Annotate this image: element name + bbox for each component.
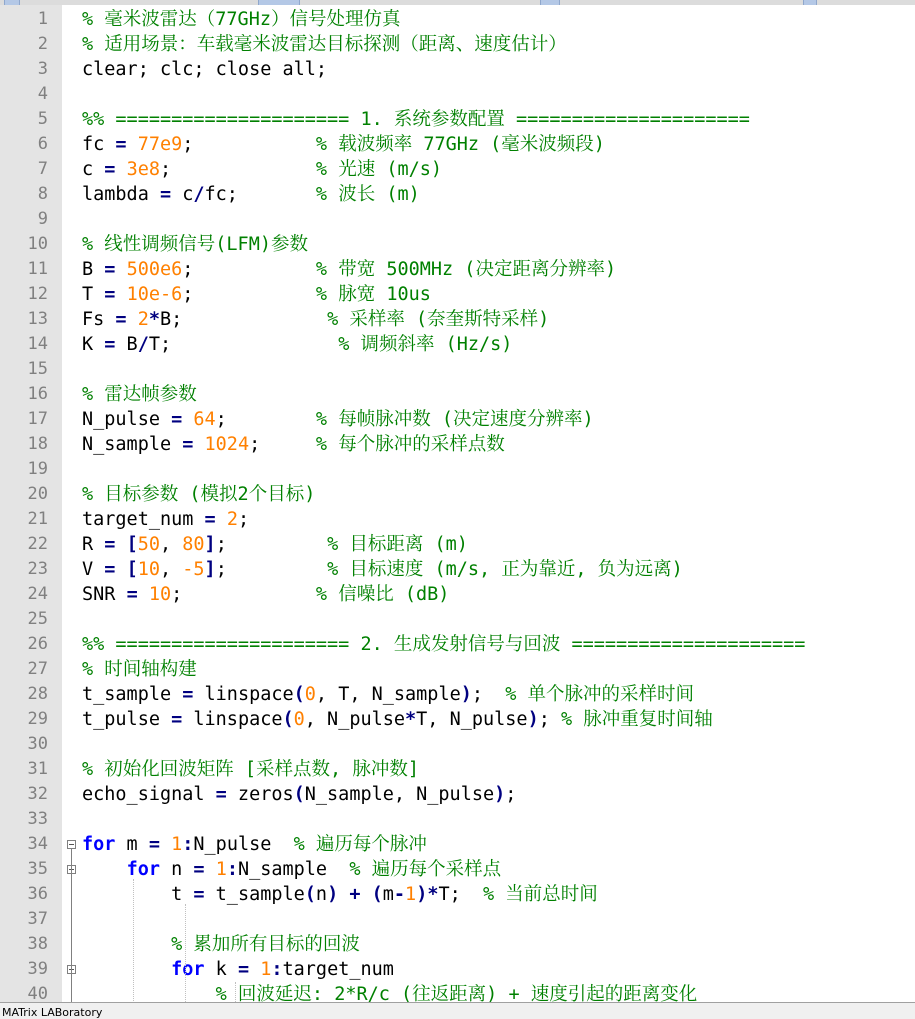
code-content [82, 857, 501, 882]
code-comment: % 每帧脉冲数 (决定速度分辨率) [315, 409, 594, 430]
indent-guide [185, 904, 186, 1002]
code-content [82, 532, 468, 557]
code-comment: % 当前总时间 [483, 884, 598, 905]
code-text: c [171, 184, 194, 205]
line-number: 14 [27, 334, 48, 354]
code-operator: * [148, 309, 160, 330]
code-number: -5 [182, 559, 205, 580]
line-number: 38 [27, 934, 48, 954]
line-number: 18 [27, 434, 48, 454]
code-line[interactable] [0, 207, 915, 232]
code-text: T, N_pulse [416, 709, 528, 730]
line-number: 8 [37, 184, 48, 204]
code-text: N_pulse [193, 834, 294, 855]
code-content [82, 882, 598, 907]
code-operator: ) [416, 884, 428, 905]
code-text: ; [215, 559, 328, 580]
code-operator: = [115, 309, 127, 330]
code-text: N_sample, N_pulse [304, 784, 495, 805]
code-comment: % 累加所有目标的回波 [171, 934, 360, 955]
code-text: T [82, 284, 105, 305]
code-text: lambda [82, 184, 160, 205]
code-number: 1 [405, 884, 417, 905]
code-text: ; [182, 134, 316, 155]
code-number: 3e8 [126, 159, 160, 180]
code-operator: = [182, 434, 194, 455]
code-operator: ) [460, 684, 472, 705]
code-operator: = [171, 709, 183, 730]
code-text: fc; [204, 184, 316, 205]
code-line[interactable] [0, 632, 915, 657]
code-operator: = [159, 184, 172, 205]
code-text: m [382, 884, 394, 905]
code-operator: = [104, 159, 116, 180]
code-operator: = [193, 859, 205, 880]
code-line[interactable] [0, 782, 915, 807]
code-line[interactable] [0, 82, 915, 107]
code-line[interactable] [0, 807, 915, 832]
line-number: 10 [27, 234, 48, 254]
code-number: 77e9 [137, 134, 183, 155]
code-line[interactable] [0, 457, 915, 482]
code-text [115, 559, 126, 580]
code-content [82, 632, 805, 657]
code-text: B; [159, 309, 328, 330]
code-editor[interactable] [0, 5, 915, 1002]
code-comment: % 目标参数 (模拟2个目标) [82, 484, 316, 505]
code-text: N_sample [237, 859, 350, 880]
code-content [82, 382, 197, 407]
code-comment: % 载波频率 77GHz (毫米波频段) [315, 134, 605, 155]
code-line[interactable] [0, 182, 915, 207]
code-text: R [82, 534, 105, 555]
code-keyword: for [171, 959, 205, 980]
code-content [82, 232, 308, 257]
line-number: 9 [37, 209, 48, 229]
line-number: 21 [27, 509, 48, 529]
code-keyword: for [126, 859, 160, 880]
code-comment: % 目标距离 (m) [327, 534, 468, 555]
code-line[interactable] [0, 332, 915, 357]
code-text: ; [159, 159, 316, 180]
code-operator: = [204, 509, 216, 530]
code-operator: ( [304, 884, 316, 905]
code-text [127, 309, 138, 330]
code-content [82, 407, 594, 432]
code-number: 2 [226, 509, 238, 530]
code-content [82, 782, 516, 807]
line-number: 37 [27, 909, 48, 929]
code-line[interactable] [0, 282, 915, 307]
code-text: K [82, 334, 105, 355]
line-number: 36 [27, 884, 48, 904]
code-comment: % 采样率 (奈奎斯特采样) [327, 309, 550, 330]
code-text: Fs [82, 309, 116, 330]
code-content [82, 982, 697, 1002]
code-text: ; [182, 284, 316, 305]
code-operator: ( [371, 884, 383, 905]
code-text: n [159, 859, 194, 880]
code-text: zeros [226, 784, 294, 805]
code-line[interactable] [0, 482, 915, 507]
code-content [82, 682, 694, 707]
code-line[interactable] [0, 157, 915, 182]
code-content [82, 657, 197, 682]
line-number: 12 [27, 284, 48, 304]
code-comment: % 目标速度 (m/s, 正为靠近, 负为远离) [327, 559, 683, 580]
code-text [115, 259, 126, 280]
line-number: 28 [27, 684, 48, 704]
line-number: 2 [37, 34, 48, 54]
code-text: k [204, 959, 238, 980]
code-line[interactable] [0, 7, 915, 32]
code-number: 0 [293, 709, 305, 730]
code-text: echo_signal [82, 784, 216, 805]
code-operator: = [215, 784, 227, 805]
code-text: target_num [282, 959, 394, 980]
code-content [82, 132, 605, 157]
code-text [193, 434, 204, 455]
code-content [82, 707, 713, 732]
code-line[interactable] [0, 432, 915, 457]
code-operator: [ [126, 534, 138, 555]
code-number: 64 [193, 409, 216, 430]
code-content [82, 307, 549, 332]
line-number: 35 [27, 859, 48, 879]
code-text: T; [148, 334, 339, 355]
code-text: linspace [182, 709, 283, 730]
code-operator: / [137, 334, 149, 355]
code-operator: ) [527, 709, 539, 730]
code-line[interactable] [0, 907, 915, 932]
code-comment: % 遍历每个脉冲 [293, 834, 427, 855]
code-comment: % 脉宽 10us [315, 284, 431, 305]
code-text [115, 159, 126, 180]
line-number: 13 [27, 309, 48, 329]
code-operator: = [104, 534, 116, 555]
code-text: ; [505, 784, 517, 805]
code-operator: : [182, 834, 194, 855]
code-text: ; [538, 709, 561, 730]
code-line[interactable] [0, 957, 915, 982]
line-number: 40 [27, 984, 48, 1002]
code-line[interactable] [0, 932, 915, 957]
code-line[interactable] [0, 682, 915, 707]
code-text: n [315, 884, 328, 905]
code-number: 0 [304, 684, 316, 705]
code-number: 1 [260, 959, 272, 980]
code-comment: % 调频斜率 (Hz/s) [338, 334, 513, 355]
code-operator: ] [204, 559, 216, 580]
code-line[interactable] [0, 407, 915, 432]
code-operator: = [182, 684, 194, 705]
code-text: t_sample [204, 884, 305, 905]
code-comment: % 回波延迟: 2*R/c (往返距离) + 速度引起的距离变化 [215, 984, 698, 1002]
line-number: 17 [27, 409, 48, 429]
code-text: linspace [193, 684, 294, 705]
code-text [216, 509, 227, 530]
code-text: fc [82, 134, 116, 155]
line-number: 20 [27, 484, 48, 504]
code-comment: % 雷达帧参数 [82, 384, 197, 405]
code-operator: / [193, 184, 205, 205]
code-content [82, 507, 249, 532]
code-text [82, 859, 127, 880]
code-text: N_pulse [82, 409, 172, 430]
code-operator: = [104, 559, 116, 580]
line-number: 5 [37, 109, 48, 129]
code-content [82, 332, 512, 357]
line-number: 30 [27, 734, 48, 754]
code-comment: % 遍历每个采样点 [349, 859, 502, 880]
code-line[interactable] [0, 382, 915, 407]
code-operator: = [104, 259, 116, 280]
code-number: 80 [182, 534, 205, 555]
code-text: SNR [82, 584, 127, 605]
line-number: 25 [27, 609, 48, 629]
code-text: t_sample [82, 684, 183, 705]
code-text [249, 959, 260, 980]
code-operator: ( [282, 709, 294, 730]
code-text: , N_pulse [304, 709, 406, 730]
code-operator: ( [293, 784, 305, 805]
code-operator: : [271, 959, 283, 980]
code-text: target_num [82, 509, 205, 530]
code-comment: % 单个脉冲的采样时间 [505, 684, 695, 705]
code-line[interactable] [0, 232, 915, 257]
code-operator: * [405, 709, 417, 730]
code-number: 10 [137, 559, 160, 580]
code-operator: : [226, 859, 238, 880]
code-comment: % 适用场景：车载毫米波雷达目标探测（距离、速度估计） [82, 34, 567, 55]
code-text: B [82, 259, 105, 280]
code-text: ; [182, 259, 316, 280]
code-operator: ) [494, 784, 506, 805]
line-number: 22 [27, 534, 48, 554]
code-line[interactable] [0, 757, 915, 782]
code-text: B [115, 334, 138, 355]
code-text: t_pulse [82, 709, 172, 730]
code-text [160, 834, 171, 855]
code-comment: % 初始化回波矩阵 [采样点数, 脉冲数] [82, 759, 419, 780]
code-line[interactable] [0, 582, 915, 607]
line-number: 1 [37, 9, 48, 29]
code-content [82, 957, 394, 982]
code-text [182, 409, 193, 430]
code-operator: ] [204, 534, 216, 555]
code-text [82, 984, 216, 1002]
code-text [138, 584, 149, 605]
code-text: , [159, 559, 183, 580]
code-line[interactable] [0, 107, 915, 132]
code-content [82, 432, 505, 457]
code-operator: = [171, 409, 183, 430]
line-number: 23 [27, 559, 48, 579]
code-text [360, 884, 371, 905]
code-comment: % 光速 (m/s) [315, 159, 443, 180]
code-text: V [82, 559, 105, 580]
code-text: T; [438, 884, 484, 905]
code-line[interactable] [0, 532, 915, 557]
line-number: 29 [27, 709, 48, 729]
code-content [82, 482, 315, 507]
code-text: clear; clc; close all; [82, 59, 328, 80]
code-line[interactable] [0, 657, 915, 682]
code-text: c [82, 159, 105, 180]
code-text [115, 534, 126, 555]
code-content [82, 7, 400, 32]
code-line[interactable] [0, 357, 915, 382]
code-operator: * [427, 884, 439, 905]
code-comment: % 毫米波雷达（77GHz）信号处理仿真 [82, 9, 401, 30]
line-number: 3 [37, 59, 48, 79]
code-line[interactable] [0, 257, 915, 282]
code-comment: % 信噪比 (dB) [315, 584, 450, 605]
code-line[interactable] [0, 832, 915, 857]
code-line[interactable] [0, 707, 915, 732]
code-operator: = [148, 834, 160, 855]
code-content [82, 32, 567, 57]
code-text: ; [237, 509, 250, 530]
code-comment: % 线性调频信号(LFM)参数 [82, 234, 308, 255]
code-text: , [159, 534, 183, 555]
code-operator: = [126, 584, 138, 605]
line-number: 27 [27, 659, 48, 679]
code-content [82, 182, 420, 207]
code-operator: = [115, 134, 127, 155]
code-line[interactable] [0, 507, 915, 532]
line-number: 15 [27, 359, 48, 379]
code-text [82, 959, 171, 980]
code-operator: ( [293, 684, 305, 705]
code-text [205, 859, 216, 880]
code-line[interactable] [0, 857, 915, 882]
code-content [82, 107, 750, 132]
code-line[interactable] [0, 882, 915, 907]
code-comment: % 脉冲重复时间轴 [560, 709, 713, 730]
line-number: 16 [27, 384, 48, 404]
line-number: 24 [27, 584, 48, 604]
code-comment: % 时间轴构建 [82, 659, 197, 680]
code-line[interactable] [0, 307, 915, 332]
code-comment: % 波长 (m) [315, 184, 420, 205]
code-text: ; [171, 584, 316, 605]
code-text [338, 884, 349, 905]
code-number: 1 [215, 859, 227, 880]
code-text: ; [215, 534, 328, 555]
line-number: 32 [27, 784, 48, 804]
code-number: 10 [148, 584, 172, 605]
code-line[interactable] [0, 557, 915, 582]
line-number: 31 [27, 759, 48, 779]
line-number: 11 [27, 259, 48, 279]
code-content [82, 757, 419, 782]
code-content [82, 932, 360, 957]
code-line[interactable] [0, 57, 915, 82]
code-comment: %% ===================== 2. 生成发射信号与回波 ===================== [82, 634, 806, 655]
fold-toggle-icon[interactable] [67, 840, 76, 849]
code-operator: = [237, 959, 250, 980]
code-number: 1024 [204, 434, 250, 455]
code-number: 2 [137, 309, 149, 330]
line-number: 6 [37, 134, 48, 154]
code-operator: [ [126, 559, 138, 580]
code-operator: = [104, 334, 116, 355]
code-content [82, 282, 431, 307]
code-text [115, 284, 126, 305]
code-text: t [82, 884, 194, 905]
status-bar [0, 1002, 915, 1019]
code-text: , T, N_sample [315, 684, 461, 705]
code-operator: = [193, 884, 205, 905]
code-content [82, 557, 683, 582]
code-comment: % 每个脉冲的采样点数 [315, 434, 505, 455]
line-number: 7 [37, 159, 48, 179]
line-number: 39 [27, 959, 48, 979]
code-number: 10e-6 [126, 284, 183, 305]
code-text: ; [471, 684, 506, 705]
code-text: N_sample [82, 434, 183, 455]
code-content [82, 582, 449, 607]
line-number: 19 [27, 459, 48, 479]
fold-line [71, 849, 72, 1002]
line-number: 4 [37, 84, 48, 104]
code-operator: + [349, 884, 361, 905]
code-content [82, 157, 442, 182]
code-line[interactable] [0, 982, 915, 1002]
code-line[interactable] [0, 132, 915, 157]
code-comment: %% ===================== 1. 系统参数配置 ===================== [82, 109, 750, 130]
code-keyword: for [82, 834, 116, 855]
code-content [82, 57, 327, 82]
code-text [82, 934, 171, 955]
status-text: MATrix LABoratory [2, 1006, 103, 1019]
code-number: 50 [137, 534, 160, 555]
code-text: ; [215, 409, 316, 430]
code-content [82, 832, 427, 857]
line-number: 26 [27, 634, 48, 654]
code-operator: - [393, 884, 406, 905]
code-text [127, 134, 138, 155]
code-text: m [115, 834, 149, 855]
code-line[interactable] [0, 32, 915, 57]
code-content [82, 257, 616, 282]
line-number: 33 [27, 809, 48, 829]
code-operator: ) [327, 884, 339, 905]
code-comment: % 带宽 500MHz (决定距离分辨率) [315, 259, 617, 280]
code-number: 1 [171, 834, 183, 855]
code-line[interactable] [0, 607, 915, 632]
line-number: 34 [27, 834, 48, 854]
indent-guide [235, 982, 236, 1002]
code-line[interactable] [0, 732, 915, 757]
code-text: ; [249, 434, 316, 455]
indent-guide [133, 879, 134, 1002]
code-operator: = [104, 284, 116, 305]
code-number: 500e6 [126, 259, 183, 280]
